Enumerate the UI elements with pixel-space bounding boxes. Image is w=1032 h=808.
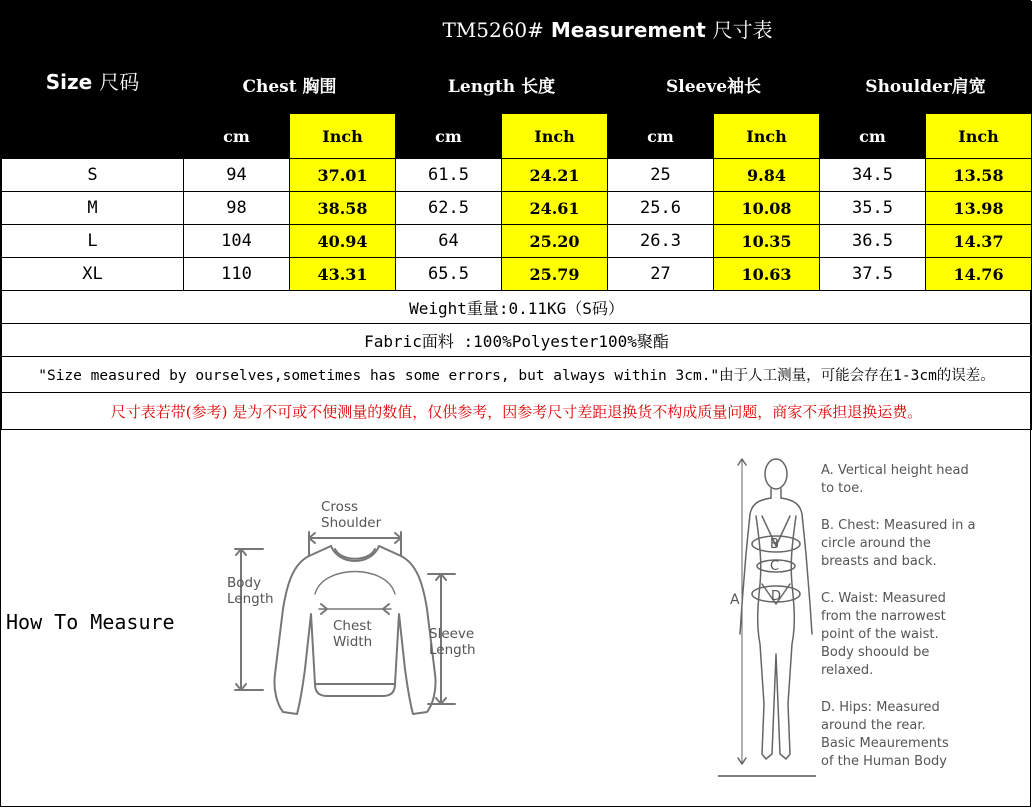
letter-c: C [770,559,780,574]
value-cell: 24.21 [502,159,608,192]
disclaimer-en: "Size measured by ourselves,sometimes has some errors, but always within 3cm."由于人工测量，可能会存在1-3cm的误差。 [2,357,1032,393]
legend-item [819,699,1029,771]
value-cell: 25 [608,159,714,192]
product-code: TM5260# [442,17,544,42]
unit-cm: cm [820,114,926,159]
value-cell: 94 [184,159,290,192]
unit-cm: cm [184,114,290,159]
legend-item [819,462,1029,498]
cross-shoulder-label: Shoulder [321,515,382,531]
size-cell: L [2,225,184,258]
legend-item [819,590,1029,680]
value-cell: 35.5 [820,192,926,225]
value-cell: 10.08 [714,192,820,225]
legend-text: D. Hips: Measured around the rear. Basic Meaurements of the Human Body [821,700,949,769]
group-sleeve: Sleeve袖长 [608,55,820,114]
legend-text: B. Chest: Measured in a circle around the breasts and back. [821,518,976,569]
letter-b: B [770,537,779,552]
group-shoulder: Shoulder肩宽 [820,55,1032,114]
table-row [2,159,1032,192]
body-length-label: Body [227,575,262,591]
value-cell: 38.58 [290,192,396,225]
value-cell: 40.94 [290,225,396,258]
cross-shoulder-label: Cross [321,499,359,515]
letter-d: D [771,589,782,604]
size-cell: XL [2,258,184,291]
legend-text: C. Waist: Measured from the narrowest point of the waist. Body shoould be relaxed. [821,591,946,678]
legend-text: A. Vertical height head to toe. [821,463,969,496]
how-to-measure-section [1,432,1031,808]
value-cell: 24.61 [502,192,608,225]
size-cell: S [2,159,184,192]
value-cell: 61.5 [396,159,502,192]
human-body-icon [716,454,816,784]
unit-cm: cm [396,114,502,159]
body-diagram [716,454,816,784]
unit-cm: cm [608,114,714,159]
value-cell: 110 [184,258,290,291]
table-row [2,258,1032,291]
size-table [1,1,1032,430]
letter-a: A [730,592,740,608]
sweater-icon [223,494,493,729]
value-cell: 37.5 [820,258,926,291]
value-cell: 62.5 [396,192,502,225]
weight-note: Weight重量:0.11KG（S码） [2,291,1032,324]
sleeve-length-label: Sleeve [429,626,475,642]
chest-width-label: Width [333,634,373,650]
unit-inch: Inch [502,114,608,159]
size-cell: M [2,192,184,225]
value-cell: 65.5 [396,258,502,291]
measurement-legend [819,462,1029,790]
body-length-label: Length [227,591,274,607]
value-cell: 25.20 [502,225,608,258]
value-cell: 25.79 [502,258,608,291]
value-cell: 36.5 [820,225,926,258]
title-cn: 尺寸表 [712,17,773,42]
group-chest: Chest 胸围 [184,55,396,114]
group-length: Length 长度 [396,55,608,114]
sleeve-length-label: Length [429,642,476,658]
table-row [2,225,1032,258]
value-cell: 14.37 [926,225,1032,258]
unit-inch: Inch [714,114,820,159]
table-row [2,192,1032,225]
unit-inch: Inch [290,114,396,159]
value-cell: 13.98 [926,192,1032,225]
value-cell: 9.84 [714,159,820,192]
value-cell: 27 [608,258,714,291]
fabric-note: Fabric面料 :100%Polyester100%聚酯 [2,324,1032,357]
chest-width-label: Chest [333,618,372,634]
size-label-cn: 尺码 [99,69,140,94]
value-cell: 25.6 [608,192,714,225]
value-cell: 10.63 [714,258,820,291]
title-en: Measurement [550,17,706,42]
size-header-cell [2,2,184,159]
value-cell: 34.5 [820,159,926,192]
value-cell: 43.31 [290,258,396,291]
value-cell: 64 [396,225,502,258]
value-cell: 14.76 [926,258,1032,291]
value-cell: 26.3 [608,225,714,258]
value-cell: 37.01 [290,159,396,192]
disclaimer-cn: 尺寸表若带(参考) 是为不可或不便测量的数值，仅供参考，因参考尺寸差距退换货不构成质量问题，商家不承担退换运费。 [2,393,1032,430]
value-cell: 98 [184,192,290,225]
value-cell: 10.35 [714,225,820,258]
garment-diagram [223,494,493,729]
value-cell: 13.58 [926,159,1032,192]
table-title [184,2,1032,55]
size-label-en: Size [45,69,93,94]
unit-inch: Inch [926,114,1032,159]
value-cell: 104 [184,225,290,258]
legend-item [819,517,1029,571]
how-to-measure-label: How To Measure [6,610,175,634]
